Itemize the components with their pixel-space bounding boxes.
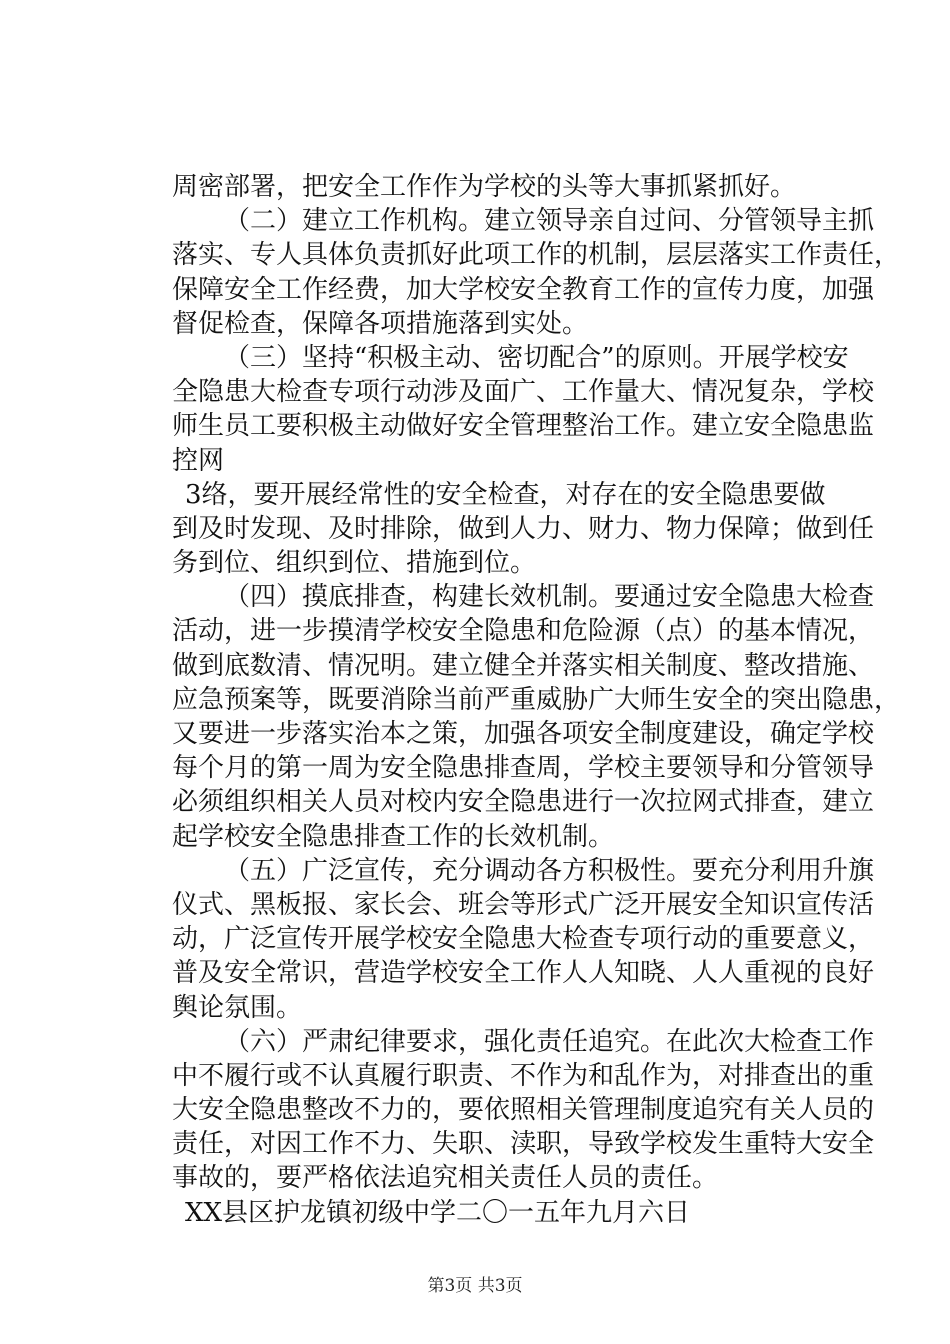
body-line: 必须组织相关人员对校内安全隐患进行一次拉网式排查，建立 — [172, 787, 875, 818]
body-line: 落实、专人具体负责抓好此项工作的机制，层层落实工作责任， — [172, 240, 901, 271]
section-heading-line: （二）建立工作机构。建立领导亲自过问、分管领导主抓 — [224, 206, 875, 237]
body-line: 务到位、组织到位、措施到位。 — [172, 548, 537, 579]
body-line: 又要进一步落实治本之策，加强各项安全制度建设，确定学校 — [172, 719, 875, 749]
body-line: 每个月的第一周为安全隐患排查周，学校主要领导和分管领导 — [172, 753, 875, 784]
body-line: 仪式、黑板报、家长会、班会等形式广泛开展安全知识宣传活 — [172, 889, 875, 920]
section-heading-line: （五）广泛宣传，充分调动各方积极性。要充分利用升旗 — [224, 855, 875, 886]
body-line: 舆论氛围。 — [172, 992, 303, 1023]
body-line: 活动，进一步摸清学校安全隐患和危险源（点）的基本情况， — [172, 616, 875, 647]
body-line: 事故的，要严格依法追究相关责任人员的责任。 — [172, 1163, 719, 1194]
body-line: 中不履行或不认真履行职责、不作为和乱作为，对排查出的重 — [172, 1060, 875, 1091]
section-heading-line: （六）严肃纪律要求，强化责任追究。在此次大检查工作 — [224, 1026, 875, 1057]
section-heading-line: （四）摸底排查，构建长效机制。要通过安全隐患大检查 — [224, 582, 875, 613]
body-line: 周密部署，把安全工作作为学校的头等大事抓紧抓好。 — [172, 172, 797, 202]
body-line: 3络，要开展经常性的安全检查，对存在的安全隐患要做 — [185, 479, 826, 510]
document-body — [172, 170, 901, 1230]
body-line: 全隐患大检查专项行动涉及面广、工作量大、情况复杂，学校 — [172, 377, 875, 408]
body-line: 应急预案等，既要消除当前严重威胁广大师生安全的突出隐患， — [172, 684, 901, 715]
body-line: 责任，对因工作不力、失职、渎职，导致学校发生重特大安全 — [172, 1129, 875, 1160]
body-line: 动，广泛宣传开展学校安全隐患大检查专项行动的重要意义， — [172, 924, 875, 955]
section-heading-line: （三）坚持“积极主动、密切配合”的原则。开展学校安 — [224, 342, 849, 373]
body-line: 控网 — [172, 445, 225, 476]
body-line: 起学校安全隐患排查工作的长效机制。 — [172, 821, 615, 852]
body-line: 师生员工要积极主动做好安全管理整治工作。建立安全隐患监 — [172, 411, 875, 442]
body-line: 普及安全常识，营造学校安全工作人人知晓、人人重视的良好 — [172, 958, 875, 989]
body-line: 督促检查，保障各项措施落到实处。 — [172, 308, 589, 339]
body-line: 做到底数清、情况明。建立健全并落实相关制度、整改措施、 — [172, 650, 875, 681]
signature-line: XX县区护龙镇初级中学二〇一五年九月六日 — [185, 1197, 691, 1228]
body-line: 大安全隐患整改不力的，要依照相关管理制度追究有关人员的 — [172, 1095, 875, 1126]
page-number-footer: 第3页 共3页 — [427, 1276, 523, 1296]
body-line: 保障安全工作经费，加大学校安全教育工作的宣传力度，加强 — [172, 274, 875, 305]
body-line: 到及时发现、及时排除，做到人力、财力、物力保障；做到任 — [172, 513, 875, 544]
